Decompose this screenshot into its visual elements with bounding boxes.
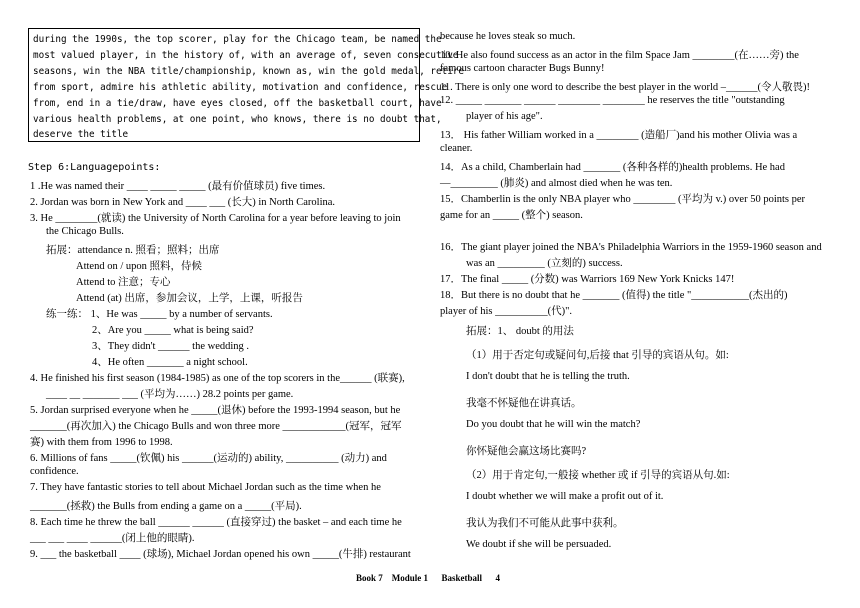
vocab-line: during the 1990s, the top scorer, play for the Chicago team, be named the (33, 34, 442, 45)
example-sentence: I doubt whether we will make a profit out of it. (466, 491, 664, 502)
vocab-line: from sport, admire his athletic ability, motivation and confidence, rescue (33, 81, 448, 93)
question-line: 13． His father William worked in a ________ (造船厂)and his mother Olivia was a (440, 130, 798, 141)
question-line: ___ ___ ____ ______(闭上他的眼睛). (30, 533, 195, 544)
question-line: 4. He finished his first season (1984-1985) as one of the top scorers in the______ (联赛), (30, 373, 405, 384)
question-line: 2. Jordan was born in New York and ____ ___ (长大) in North Carolina. (30, 197, 336, 208)
question-line: 7. They have fantastic stories to tell about Michael Jordan such as the time when he (30, 482, 381, 493)
practice-line: 2、Are you _____ what is being said? (92, 325, 254, 336)
question-line: cleaner. (440, 143, 473, 154)
extension-line: Attend on / upon 照料，侍候 (76, 261, 202, 272)
vocab-line: from, end in a tie/draw, have eyes closed, off the basketball court, have (33, 97, 442, 109)
vocab-line: deserve the title (33, 129, 129, 141)
question-line: 16．The giant player joined the NBA's Philadelphia Warriors in the 1959-1960 season and (440, 242, 822, 253)
usage-rule: （2）用于肯定句,一般接 whether 或 if 引导的宾语从句.如: (466, 470, 730, 481)
section-heading: Step 6:Languagepoints: (28, 162, 161, 173)
practice-line: 3、They didn't ______ the wedding . (92, 341, 250, 352)
question-line: 5. Jordan surprised everyone when he _____(退休) before the 1993-1994 season, but he (30, 405, 401, 416)
question-line: game for an _____ (整个) season. (440, 210, 583, 221)
usage-rule: （1）用于否定句或疑问句,后接 that 引导的宾语从句。如: (466, 350, 729, 361)
example-translation: 你怀疑他会赢这场比赛吗? (466, 446, 587, 457)
extension-line: Attend to 注意；专心 (76, 277, 171, 288)
question-line: because he loves steak so much. (440, 31, 576, 42)
question-line: _______(再次加入) the Chicago Bulls and won three more ____________(冠军，冠军 (30, 421, 402, 432)
question-line: 6. Millions of fans _____(钦佩) his ______(运动的) ability, __________ (动力) and (30, 453, 387, 464)
question-line: ____ __ _______ ___ (平均为……) 28.2 points per game. (46, 389, 294, 400)
example-sentence: Do you doubt that he will win the match? (466, 419, 641, 430)
example-sentence: I don't doubt that he is telling the truth. (466, 371, 630, 382)
example-sentence: We doubt if she will be persuaded. (466, 539, 612, 550)
practice-line: 4、He often _______ a night school. (92, 357, 248, 368)
question-line: 赛) with them from 1996 to 1998. (30, 437, 173, 448)
vocab-line: seasons, win the NBA title/championship, known as, win the gold medal, retire (33, 65, 464, 77)
extension-heading: 拓展：1、 doubt 的用法 (466, 326, 574, 337)
question-line: 12. _____ _______ ______ ________ ________ he reserves the title "outstanding (440, 95, 785, 106)
question-line: player of his __________(代)". (440, 306, 573, 317)
question-line: 11. There is only one word to describe the best player in the world –______(令人敬畏)! (440, 82, 811, 93)
vocab-line: various health problems, at one point, who knows, there is no doubt that, (33, 113, 442, 125)
question-line: _______(拯救) the Bulls from ending a game on a _____(平局). (30, 501, 302, 512)
question-line: 1 .He was named their ____ _____ _____ (最有价值球员) five times. (30, 181, 326, 192)
extension-line: 拓展：attendance n. 照看；照料；出席 (46, 245, 220, 256)
question-line: 15．Chamberlin is the only NBA player who ________ (平均为 v.) over 50 points per (440, 194, 806, 205)
page-footer: Book 7 Module 1 Basketball 4 (356, 573, 501, 583)
question-line: 8. Each time he threw the ball ______ ______ (直接穿过) the basket – and each time he (30, 517, 402, 528)
example-translation: 我毫不怀疑他在讲真话。 (466, 398, 582, 409)
question-line: 14．As a child, Chamberlain had _______ (各种各样的)health problems. He had (440, 162, 785, 173)
question-line: was an _________ (立刻的) success. (466, 258, 623, 269)
question-line: 17．The final _____ (分数) was Warriors 169 New York Knicks 147! (440, 274, 735, 285)
question-line: famous cartoon character Bugs Bunny! (440, 63, 605, 74)
question-line: confidence. (30, 466, 79, 477)
vocab-line: most valued player, in the history of, with an average of, seven consecutive (33, 49, 459, 61)
question-line: 10. He also found success as an actor in the film Space Jam ________(在……旁) the (440, 50, 799, 61)
extension-line: Attend (at) 出席，参加会议，上学，上课，听报告 (76, 293, 303, 304)
vocabulary-box (28, 28, 464, 142)
practice-line: 练一练： 1、He was _____ by a number of servants. (46, 309, 273, 320)
example-translation: 我认为我们不可能从此事中获利。 (466, 518, 624, 529)
question-line: —_________ (肺炎) and almost died when he was ten. (440, 178, 673, 189)
question-line: the Chicago Bulls. (46, 226, 124, 237)
question-line: 18．But there is no doubt that he _______ (值得) the title "___________(杰出的) (440, 290, 788, 301)
question-line: 9. ___ the basketball ____ (球场), Michael Jordan opened his own _____(牛排) restaurant (30, 549, 411, 560)
question-line: 3. He ________(就读) the University of North Carolina for a year before leaving to join (30, 213, 401, 224)
question-line: player of his age". (466, 111, 543, 122)
